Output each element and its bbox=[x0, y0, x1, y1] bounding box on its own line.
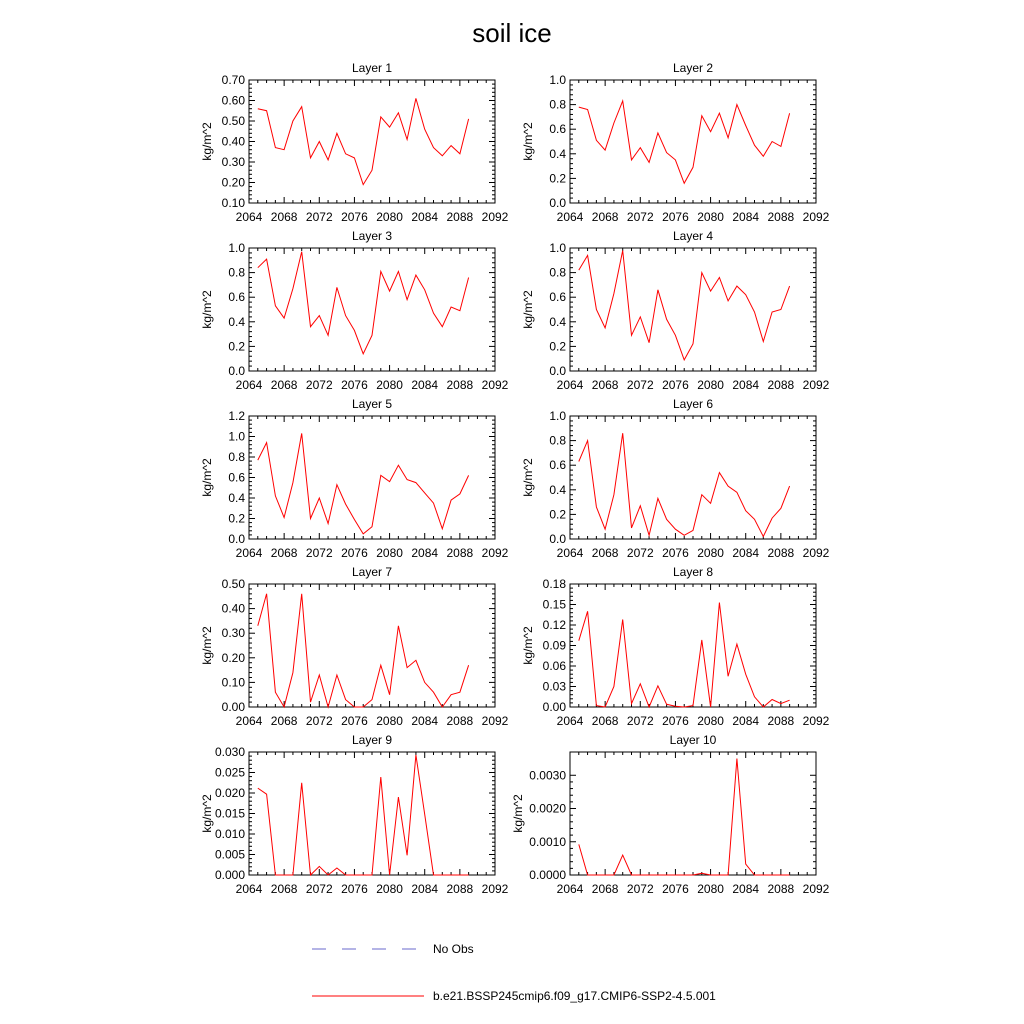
plot-frame bbox=[570, 80, 816, 203]
x-tick-label: 2068 bbox=[591, 714, 619, 728]
panel-layer-7 bbox=[200, 565, 509, 728]
y-tick-label: 1.0 bbox=[549, 73, 566, 87]
y-tick-label: 1.0 bbox=[549, 241, 566, 255]
y-tick-label: 1.0 bbox=[549, 409, 566, 423]
y-tick-label: 0.6 bbox=[228, 290, 245, 305]
y-tick-label: 1.0 bbox=[228, 241, 245, 255]
series-line bbox=[579, 603, 790, 708]
x-tick-label: 2092 bbox=[802, 882, 830, 896]
y-tick-label: 0.03 bbox=[542, 679, 566, 694]
y-tick-label: 0.8 bbox=[549, 97, 566, 112]
x-tick-label: 2088 bbox=[767, 546, 795, 560]
x-tick-label: 2064 bbox=[235, 882, 263, 896]
panel-title: Layer 8 bbox=[672, 565, 714, 579]
x-tick-label: 2080 bbox=[697, 378, 724, 392]
y-tick-label: 1.0 bbox=[228, 429, 245, 444]
y-tick-label: 0.8 bbox=[228, 265, 245, 280]
x-tick-label: 2080 bbox=[376, 546, 403, 560]
panel-title: Layer 9 bbox=[351, 733, 393, 747]
series-line bbox=[579, 433, 790, 536]
x-tick-label: 2084 bbox=[411, 546, 439, 560]
legend-label-model: b.e21.BSSP245cmip6.f09_g17.CMIP6-SSP2-4.5.001 bbox=[433, 989, 716, 1003]
x-tick-label: 2088 bbox=[446, 546, 474, 560]
x-tick-label: 2080 bbox=[376, 210, 403, 224]
x-tick-label: 2076 bbox=[662, 714, 689, 728]
plot-frame bbox=[249, 80, 495, 203]
y-tick-label: 0.15 bbox=[542, 597, 566, 612]
x-tick-label: 2076 bbox=[662, 210, 689, 224]
plot-frame bbox=[570, 584, 816, 707]
y-tick-label: 0.030 bbox=[214, 745, 245, 759]
y-tick-label: 0.6 bbox=[549, 122, 566, 137]
x-tick-label: 2072 bbox=[305, 210, 333, 224]
y-tick-label: 0.0010 bbox=[529, 834, 566, 849]
y-axis-label: kg/m^2 bbox=[200, 458, 214, 497]
panel-layer-9 bbox=[200, 733, 509, 896]
x-tick-label: 2064 bbox=[556, 378, 584, 392]
x-tick-label: 2064 bbox=[556, 210, 584, 224]
x-tick-label: 2080 bbox=[697, 546, 724, 560]
y-tick-label: 0.50 bbox=[221, 577, 245, 591]
series-line bbox=[579, 759, 790, 875]
x-tick-label: 2092 bbox=[481, 882, 509, 896]
y-tick-label: 0.60 bbox=[221, 93, 245, 108]
x-tick-label: 2076 bbox=[341, 546, 368, 560]
x-tick-label: 2084 bbox=[411, 378, 439, 392]
x-tick-label: 2072 bbox=[305, 882, 333, 896]
series-line bbox=[579, 251, 790, 360]
plot-frame bbox=[570, 752, 816, 875]
y-tick-label: 0.40 bbox=[221, 134, 245, 149]
y-axis-label: kg/m^2 bbox=[200, 626, 214, 665]
panel-layer-10 bbox=[511, 733, 830, 896]
y-tick-label: 0.4 bbox=[549, 482, 566, 497]
x-tick-label: 2068 bbox=[591, 378, 619, 392]
series-line bbox=[579, 101, 790, 183]
y-tick-label: 0.0020 bbox=[529, 801, 566, 816]
x-tick-label: 2080 bbox=[697, 210, 724, 224]
x-tick-label: 2064 bbox=[556, 714, 584, 728]
x-tick-label: 2084 bbox=[411, 210, 439, 224]
x-tick-label: 2092 bbox=[481, 378, 509, 392]
x-tick-label: 2092 bbox=[802, 378, 830, 392]
x-tick-label: 2076 bbox=[662, 546, 689, 560]
plot-frame bbox=[249, 416, 495, 539]
y-tick-label: 0.09 bbox=[542, 638, 566, 653]
x-tick-label: 2064 bbox=[235, 378, 263, 392]
x-tick-label: 2080 bbox=[376, 714, 403, 728]
panel-title: Layer 1 bbox=[351, 61, 393, 75]
x-tick-label: 2068 bbox=[591, 210, 619, 224]
y-axis-label: kg/m^2 bbox=[521, 626, 535, 665]
y-tick-label: 0.12 bbox=[542, 618, 566, 632]
series-line bbox=[258, 252, 469, 354]
panel-layer-1 bbox=[200, 61, 509, 224]
y-tick-label: 0.0 bbox=[228, 532, 245, 546]
x-tick-label: 2088 bbox=[446, 714, 474, 728]
y-tick-label: 0.6 bbox=[549, 290, 566, 305]
x-tick-label: 2084 bbox=[411, 882, 439, 896]
y-tick-label: 0.10 bbox=[221, 675, 245, 690]
x-tick-label: 2064 bbox=[235, 210, 263, 224]
x-tick-label: 2088 bbox=[767, 378, 795, 392]
x-tick-label: 2068 bbox=[270, 378, 298, 392]
x-tick-label: 2068 bbox=[591, 546, 619, 560]
y-axis-label: kg/m^2 bbox=[521, 458, 535, 497]
x-tick-label: 2076 bbox=[662, 378, 689, 392]
y-tick-label: 0.20 bbox=[221, 650, 245, 665]
y-tick-label: 0.40 bbox=[221, 601, 245, 616]
y-tick-label: 0.8 bbox=[549, 265, 566, 280]
y-tick-label: 0.015 bbox=[214, 806, 245, 821]
panel-title: Layer 2 bbox=[672, 61, 714, 75]
plot-frame bbox=[249, 752, 495, 875]
y-tick-label: 0.0 bbox=[228, 364, 245, 378]
x-tick-label: 2088 bbox=[767, 882, 795, 896]
y-tick-label: 0.18 bbox=[542, 577, 566, 591]
x-tick-label: 2072 bbox=[626, 378, 654, 392]
y-tick-label: 0.8 bbox=[549, 433, 566, 448]
y-tick-label: 0.0 bbox=[549, 532, 566, 546]
y-tick-label: 0.2 bbox=[228, 339, 245, 354]
y-tick-label: 0.0030 bbox=[529, 768, 566, 783]
y-axis-label: kg/m^2 bbox=[521, 122, 535, 161]
y-axis-label: kg/m^2 bbox=[511, 794, 525, 833]
y-tick-label: 0.4 bbox=[549, 146, 566, 161]
y-tick-label: 0.70 bbox=[221, 73, 245, 87]
y-tick-label: 0.30 bbox=[221, 155, 245, 169]
x-tick-label: 2084 bbox=[411, 714, 439, 728]
panel-layer-2 bbox=[521, 61, 830, 224]
panel-layer-8 bbox=[521, 565, 830, 728]
x-tick-label: 2084 bbox=[732, 378, 760, 392]
x-tick-label: 2088 bbox=[767, 210, 795, 224]
y-tick-label: 0.2 bbox=[549, 171, 566, 186]
y-axis-label: kg/m^2 bbox=[200, 794, 214, 833]
panel-layer-3 bbox=[200, 229, 509, 392]
legend bbox=[312, 942, 716, 1003]
x-tick-label: 2072 bbox=[626, 714, 654, 728]
x-tick-label: 2092 bbox=[481, 546, 509, 560]
panel-title: Layer 4 bbox=[672, 229, 714, 243]
y-tick-label: 0.6 bbox=[228, 470, 245, 485]
x-tick-label: 2072 bbox=[626, 882, 654, 896]
x-tick-label: 2068 bbox=[270, 546, 298, 560]
series-line bbox=[258, 755, 469, 875]
series-line bbox=[258, 98, 469, 184]
x-tick-label: 2068 bbox=[591, 882, 619, 896]
x-tick-label: 2068 bbox=[270, 714, 298, 728]
y-tick-label: 0.06 bbox=[542, 659, 566, 673]
x-tick-label: 2080 bbox=[376, 378, 403, 392]
x-tick-label: 2092 bbox=[481, 210, 509, 224]
x-tick-label: 2088 bbox=[446, 210, 474, 224]
x-tick-label: 2084 bbox=[732, 210, 760, 224]
y-tick-label: 0.0 bbox=[549, 364, 566, 378]
panel-title: Layer 3 bbox=[351, 229, 393, 243]
x-tick-label: 2076 bbox=[341, 210, 368, 224]
x-tick-label: 2088 bbox=[767, 714, 795, 728]
x-tick-label: 2084 bbox=[732, 882, 760, 896]
x-tick-label: 2076 bbox=[341, 882, 368, 896]
panel-title: Layer 7 bbox=[351, 565, 393, 579]
y-tick-label: 0.000 bbox=[214, 868, 245, 882]
x-tick-label: 2088 bbox=[446, 882, 474, 896]
series-line bbox=[258, 594, 469, 707]
y-tick-label: 1.2 bbox=[228, 409, 245, 423]
panels-grid bbox=[200, 61, 830, 896]
y-tick-label: 0.50 bbox=[221, 114, 245, 128]
x-tick-label: 2080 bbox=[376, 882, 403, 896]
panel-title: Layer 6 bbox=[672, 397, 714, 411]
series-line bbox=[258, 433, 469, 534]
x-tick-label: 2068 bbox=[270, 882, 298, 896]
y-tick-label: 0.6 bbox=[549, 458, 566, 473]
x-tick-label: 2092 bbox=[802, 546, 830, 560]
y-tick-label: 0.005 bbox=[214, 847, 245, 862]
x-tick-label: 2076 bbox=[341, 714, 368, 728]
figure-title: soil ice bbox=[472, 18, 552, 48]
y-tick-label: 0.010 bbox=[214, 827, 245, 841]
y-tick-label: 0.0000 bbox=[529, 868, 566, 882]
x-tick-label: 2068 bbox=[270, 210, 298, 224]
y-axis-label: kg/m^2 bbox=[521, 290, 535, 329]
y-tick-label: 0.8 bbox=[228, 450, 245, 464]
x-tick-label: 2064 bbox=[235, 546, 263, 560]
y-tick-label: 0.4 bbox=[228, 491, 245, 505]
y-tick-label: 0.00 bbox=[221, 700, 245, 714]
y-tick-label: 0.025 bbox=[214, 765, 245, 780]
y-tick-label: 0.0 bbox=[549, 196, 566, 210]
y-tick-label: 0.4 bbox=[228, 314, 245, 329]
x-tick-label: 2072 bbox=[626, 546, 654, 560]
panel-title: Layer 10 bbox=[669, 733, 717, 747]
x-tick-label: 2092 bbox=[802, 210, 830, 224]
panel-layer-4 bbox=[521, 229, 830, 392]
y-tick-label: 0.20 bbox=[221, 175, 245, 190]
x-tick-label: 2088 bbox=[446, 378, 474, 392]
x-tick-label: 2072 bbox=[626, 210, 654, 224]
panel-title: Layer 5 bbox=[351, 397, 393, 411]
x-tick-label: 2092 bbox=[802, 714, 830, 728]
panel-layer-6 bbox=[521, 397, 830, 560]
x-tick-label: 2072 bbox=[305, 546, 333, 560]
x-tick-label: 2080 bbox=[697, 882, 724, 896]
x-tick-label: 2064 bbox=[556, 546, 584, 560]
y-tick-label: 0.00 bbox=[542, 700, 566, 714]
y-axis-label: kg/m^2 bbox=[200, 122, 214, 161]
x-tick-label: 2084 bbox=[732, 714, 760, 728]
x-tick-label: 2072 bbox=[305, 378, 333, 392]
y-tick-label: 0.2 bbox=[228, 511, 245, 526]
y-tick-label: 0.020 bbox=[214, 786, 245, 800]
y-tick-label: 0.2 bbox=[549, 507, 566, 522]
panel-layer-5 bbox=[200, 397, 509, 560]
x-tick-label: 2092 bbox=[481, 714, 509, 728]
y-tick-label: 0.4 bbox=[549, 314, 566, 329]
y-tick-label: 0.10 bbox=[221, 196, 245, 210]
x-tick-label: 2076 bbox=[341, 378, 368, 392]
x-tick-label: 2080 bbox=[697, 714, 724, 728]
y-axis-label: kg/m^2 bbox=[200, 290, 214, 329]
x-tick-label: 2064 bbox=[556, 882, 584, 896]
x-tick-label: 2076 bbox=[662, 882, 689, 896]
legend-label-no-obs: No Obs bbox=[433, 942, 474, 956]
x-tick-label: 2064 bbox=[235, 714, 263, 728]
y-tick-label: 0.2 bbox=[549, 339, 566, 354]
x-tick-label: 2084 bbox=[732, 546, 760, 560]
y-tick-label: 0.30 bbox=[221, 626, 245, 641]
x-tick-label: 2072 bbox=[305, 714, 333, 728]
plot-frame bbox=[249, 584, 495, 707]
